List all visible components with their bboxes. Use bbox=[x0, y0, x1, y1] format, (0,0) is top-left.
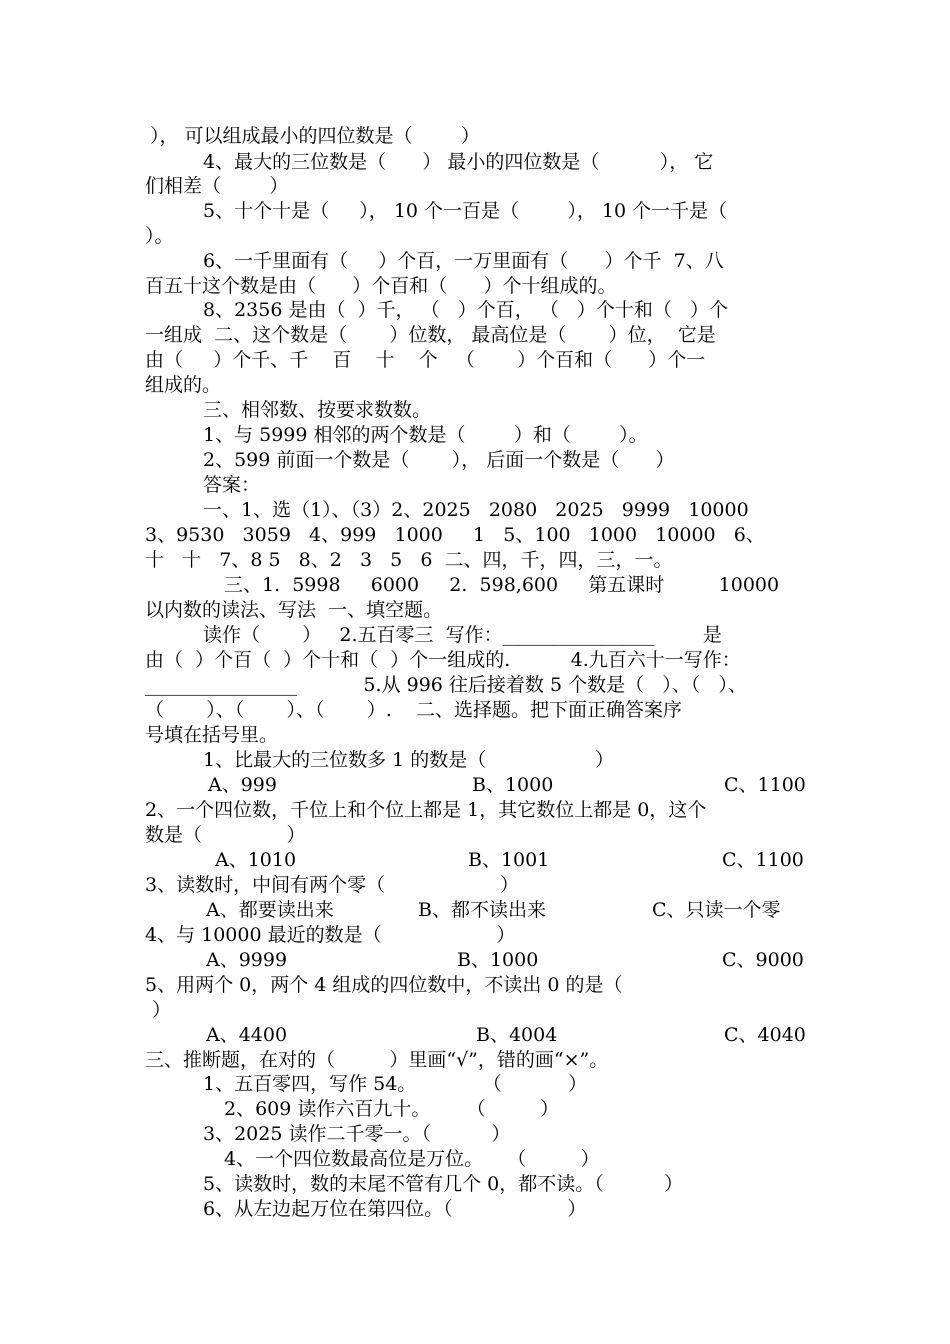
text-line: 2、一个四位数，千位上和个位上都是 1，其它数位上都是 0，这个 bbox=[145, 799, 707, 821]
text-line: A、999 bbox=[208, 774, 277, 796]
text-line: A、9999 bbox=[206, 949, 288, 971]
text-line: 们相差（ ） bbox=[145, 175, 289, 197]
text-line: 组成的。 bbox=[145, 374, 222, 396]
text-line: 8、2356 是由（ ）千， （ ）个百， （ ）个十和（ ）个 bbox=[203, 299, 728, 321]
text-line: 5、读数时，数的末尾不管有几个 0，都不读。（ ） bbox=[203, 1173, 684, 1195]
text-line: 1、比最大的三位数多 1 的数是（ ） bbox=[203, 749, 614, 771]
text-line: 一、1、选（1）、（3）2、2025 2080 2025 9999 10000 bbox=[203, 499, 749, 521]
text-line: 三、推断题，在对的（ ）里画“√”，错的画“×”。 bbox=[145, 1049, 609, 1071]
text-line: B、1000 bbox=[472, 774, 554, 796]
text-line: 由（ ）个百（ ）个十和（ ）个一组成的. 4.九百六十一写作： bbox=[145, 649, 741, 671]
text-line: 三、相邻数、按要求数数。 bbox=[203, 399, 432, 421]
text-line: 6、从左边起万位在第四位。（ ） bbox=[203, 1198, 587, 1220]
text-line: 三、1. 5998 6000 2. 598,600 第五课时 10000 bbox=[224, 574, 780, 596]
text-line: B、都不读出来 bbox=[418, 899, 546, 921]
text-line: C、只读一个零 bbox=[652, 899, 781, 921]
text-line: 号填在括号里。 bbox=[145, 724, 279, 746]
text-line: C、4040 bbox=[724, 1024, 806, 1046]
text-line: 6、一千里面有（ ）个百，一万里面有（ ）个千 7、八 bbox=[203, 250, 724, 272]
text-line: 以内数的读法、写法 一、填空题。 bbox=[145, 599, 443, 621]
text-line: 1、五百零四，写作 54。 （ ） bbox=[203, 1073, 588, 1095]
text-line: B、1000 bbox=[457, 949, 539, 971]
text-line: 读作（ ） 2.五百零三 写作：________________ 是 bbox=[203, 624, 722, 646]
text-line: 2、599 前面一个数是（ ）， 后面一个数是（ ） bbox=[203, 449, 675, 471]
text-line: 4、一个四位数最高位是万位。 （ ） bbox=[224, 1148, 600, 1170]
text-line: 4、最大的三位数是（ ） 最小的四位数是（ ）， 它 bbox=[203, 151, 714, 173]
text-line: 十 十 7、8 5 8、2 3 5 6 二、四，千，四，三，一。 bbox=[145, 549, 673, 571]
text-line: ）， 可以组成最小的四位数是（ ） bbox=[150, 125, 480, 147]
text-line: 5、十个十是（ ）， 10 个一百是（ ）， 10 个一千是（ bbox=[203, 200, 728, 222]
text-line: ）。 bbox=[145, 225, 174, 247]
text-line: B、1001 bbox=[468, 849, 550, 871]
text-line: C、1100 bbox=[724, 774, 806, 796]
text-line: 2、609 读作六百九十。 （ ） bbox=[224, 1098, 559, 1120]
text-line: B、4004 bbox=[476, 1024, 558, 1046]
text-line: 数是（ ） bbox=[145, 824, 306, 846]
text-line: C、1100 bbox=[722, 849, 804, 871]
text-line: 5、用两个 0，两个 4 组成的四位数中，不读出 0 的是（ bbox=[145, 974, 623, 996]
text-line: 由（ ）个千、千 百 十 个 （ ）个百和（ ）个一 bbox=[145, 349, 706, 371]
text-line: A、都要读出来 bbox=[206, 899, 334, 921]
text-line: 一组成 二、这个数是（ ）位数， 最高位是（ ）位， 它是 bbox=[145, 324, 716, 346]
text-line: 4、与 10000 最近的数是（ ） bbox=[145, 924, 516, 946]
text-line: ） bbox=[152, 999, 172, 1021]
text-line: A、1010 bbox=[215, 849, 297, 871]
text-line: 答案： bbox=[203, 474, 261, 496]
text-line: ________________ 5.从 996 往后接着数 5 个数是（ ）、（ ）、 bbox=[145, 674, 747, 696]
text-line: 3、9530 3059 4、999 1000 1 5、100 1000 10000 6、 bbox=[145, 524, 765, 546]
text-line: 百五十这个数是由（ ）个百和（ ）个十组成的。 bbox=[145, 275, 617, 297]
text-line: 3、2025 读作二千零一。（ ） bbox=[203, 1123, 511, 1145]
text-line: 3、读数时，中间有两个零（ ） bbox=[145, 874, 519, 896]
text-line: 1、与 5999 相邻的两个数是（ ）和（ ）。 bbox=[203, 424, 648, 446]
text-line: （ ）、（ ）、（ ）. 二、选择题。把下面正确答案序 bbox=[145, 699, 683, 721]
text-line: A、4400 bbox=[206, 1024, 288, 1046]
text-line: C、9000 bbox=[722, 949, 804, 971]
